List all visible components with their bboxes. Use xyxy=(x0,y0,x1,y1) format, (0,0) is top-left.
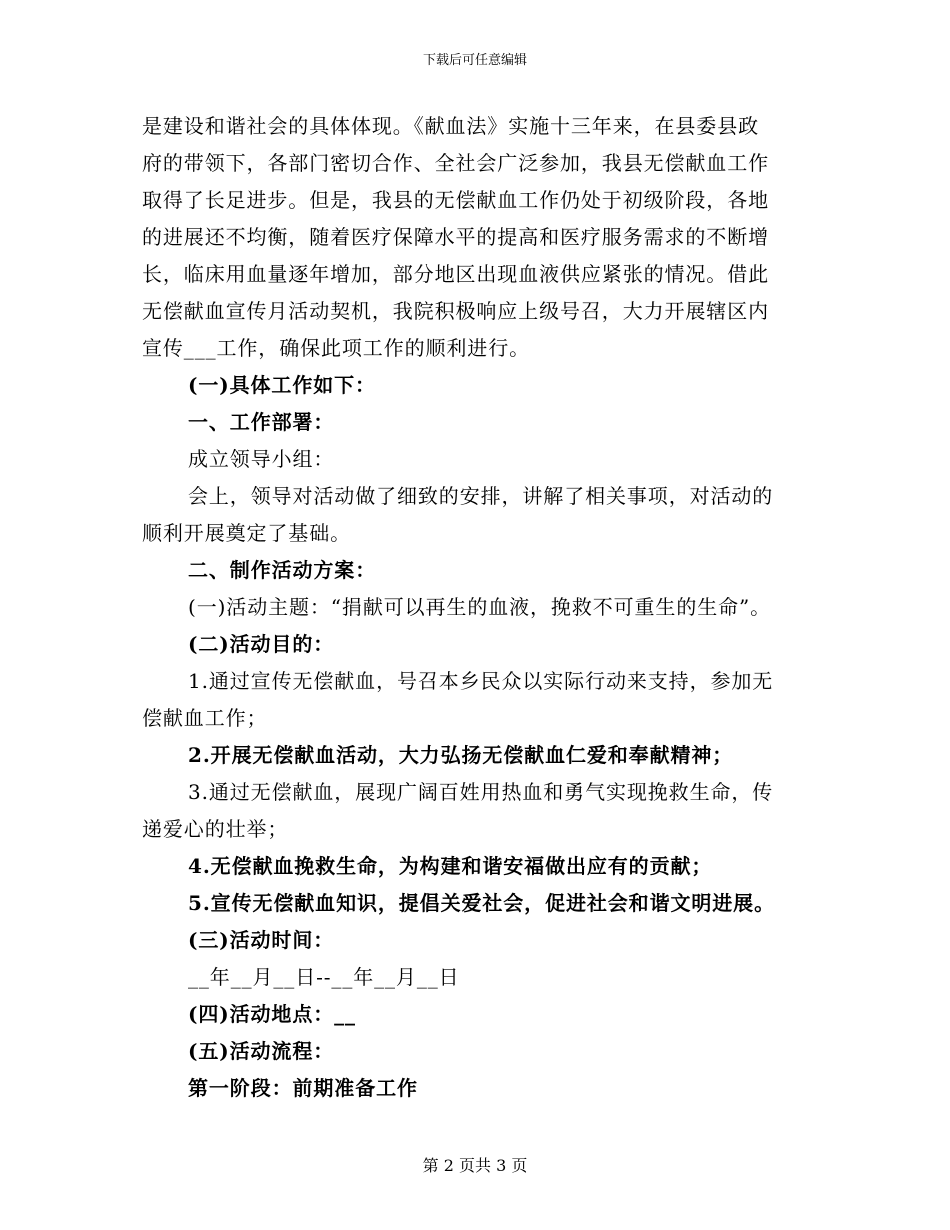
paragraph-line: __年__月__日--__年__月__日 xyxy=(188,965,460,989)
list-item-continuation: 偿献血工作； xyxy=(142,706,268,730)
paragraph-line: 顺利开展奠定了基础。 xyxy=(142,521,351,545)
section-heading: (一)具体工作如下： xyxy=(188,373,376,397)
page-footer: 第 2 页共 3 页 xyxy=(422,1156,528,1175)
paragraph-line: 会上，领导对活动做了细致的安排，讲解了相关事项，对活动的 xyxy=(188,484,774,508)
list-item: 5.宣传无偿献血知识，提倡关爱社会，促进社会和谐文明进展。 xyxy=(188,891,775,915)
paragraph-line: 的进展还不均衡，随着医疗保障水平的提高和医疗服务需求的不断增 xyxy=(142,225,769,249)
section-heading: (四)活动地点：__ xyxy=(188,1002,356,1026)
list-item: 1.通过宣传无偿献血，号召本乡民众以实际行动来支持，参加无 xyxy=(188,669,774,693)
section-heading: 第一阶段：前期准备工作 xyxy=(188,1076,418,1100)
paragraph-line: 是建设和谐社会的具体体现。《献血法》实施十三年来，在县委县政 xyxy=(142,114,759,138)
document-body xyxy=(142,108,812,1107)
section-heading: (五)活动流程： xyxy=(188,1039,335,1063)
section-heading: 二、制作活动方案： xyxy=(188,558,377,582)
paragraph-line: 成立领导小组： xyxy=(188,447,335,471)
paragraph-line: 府的带领下，各部门密切合作、全社会广泛参加，我县无偿献血工作 xyxy=(142,151,769,175)
page-header: 下载后可任意编辑 xyxy=(422,53,527,68)
paragraph-line: (一)活动主题：“捐献可以再生的血液，挽救不可重生的生命”。 xyxy=(188,595,772,619)
list-item-continuation: 递爱心的壮举； xyxy=(142,817,289,841)
list-item: 4.无偿献血挽救生命，为构建和谐安福做出应有的贡献； xyxy=(188,854,713,878)
paragraph-line: 无偿献血宣传月活动契机，我院积极响应上级号召，大力开展辖区内 xyxy=(142,299,769,323)
list-item: 2.开展无偿献血活动，大力弘扬无偿献血仁爱和奉献精神； xyxy=(188,743,734,767)
paragraph-line: 取得了长足进步。但是，我县的无偿献血工作仍处于初级阶段，各地 xyxy=(142,188,769,212)
paragraph-line: 宣传___工作，确保此项工作的顺利进行。 xyxy=(142,336,530,360)
list-item: 3.通过无偿献血，展现广阔百姓用热血和勇气实现挽救生命，传 xyxy=(188,780,774,804)
section-heading: 一、工作部署： xyxy=(188,410,335,434)
section-heading: (三)活动时间： xyxy=(188,928,335,952)
paragraph-line: 长，临床用血量逐年增加，部分地区出现血液供应紧张的情况。借此 xyxy=(142,262,769,286)
section-heading: (二)活动目的： xyxy=(188,632,335,656)
